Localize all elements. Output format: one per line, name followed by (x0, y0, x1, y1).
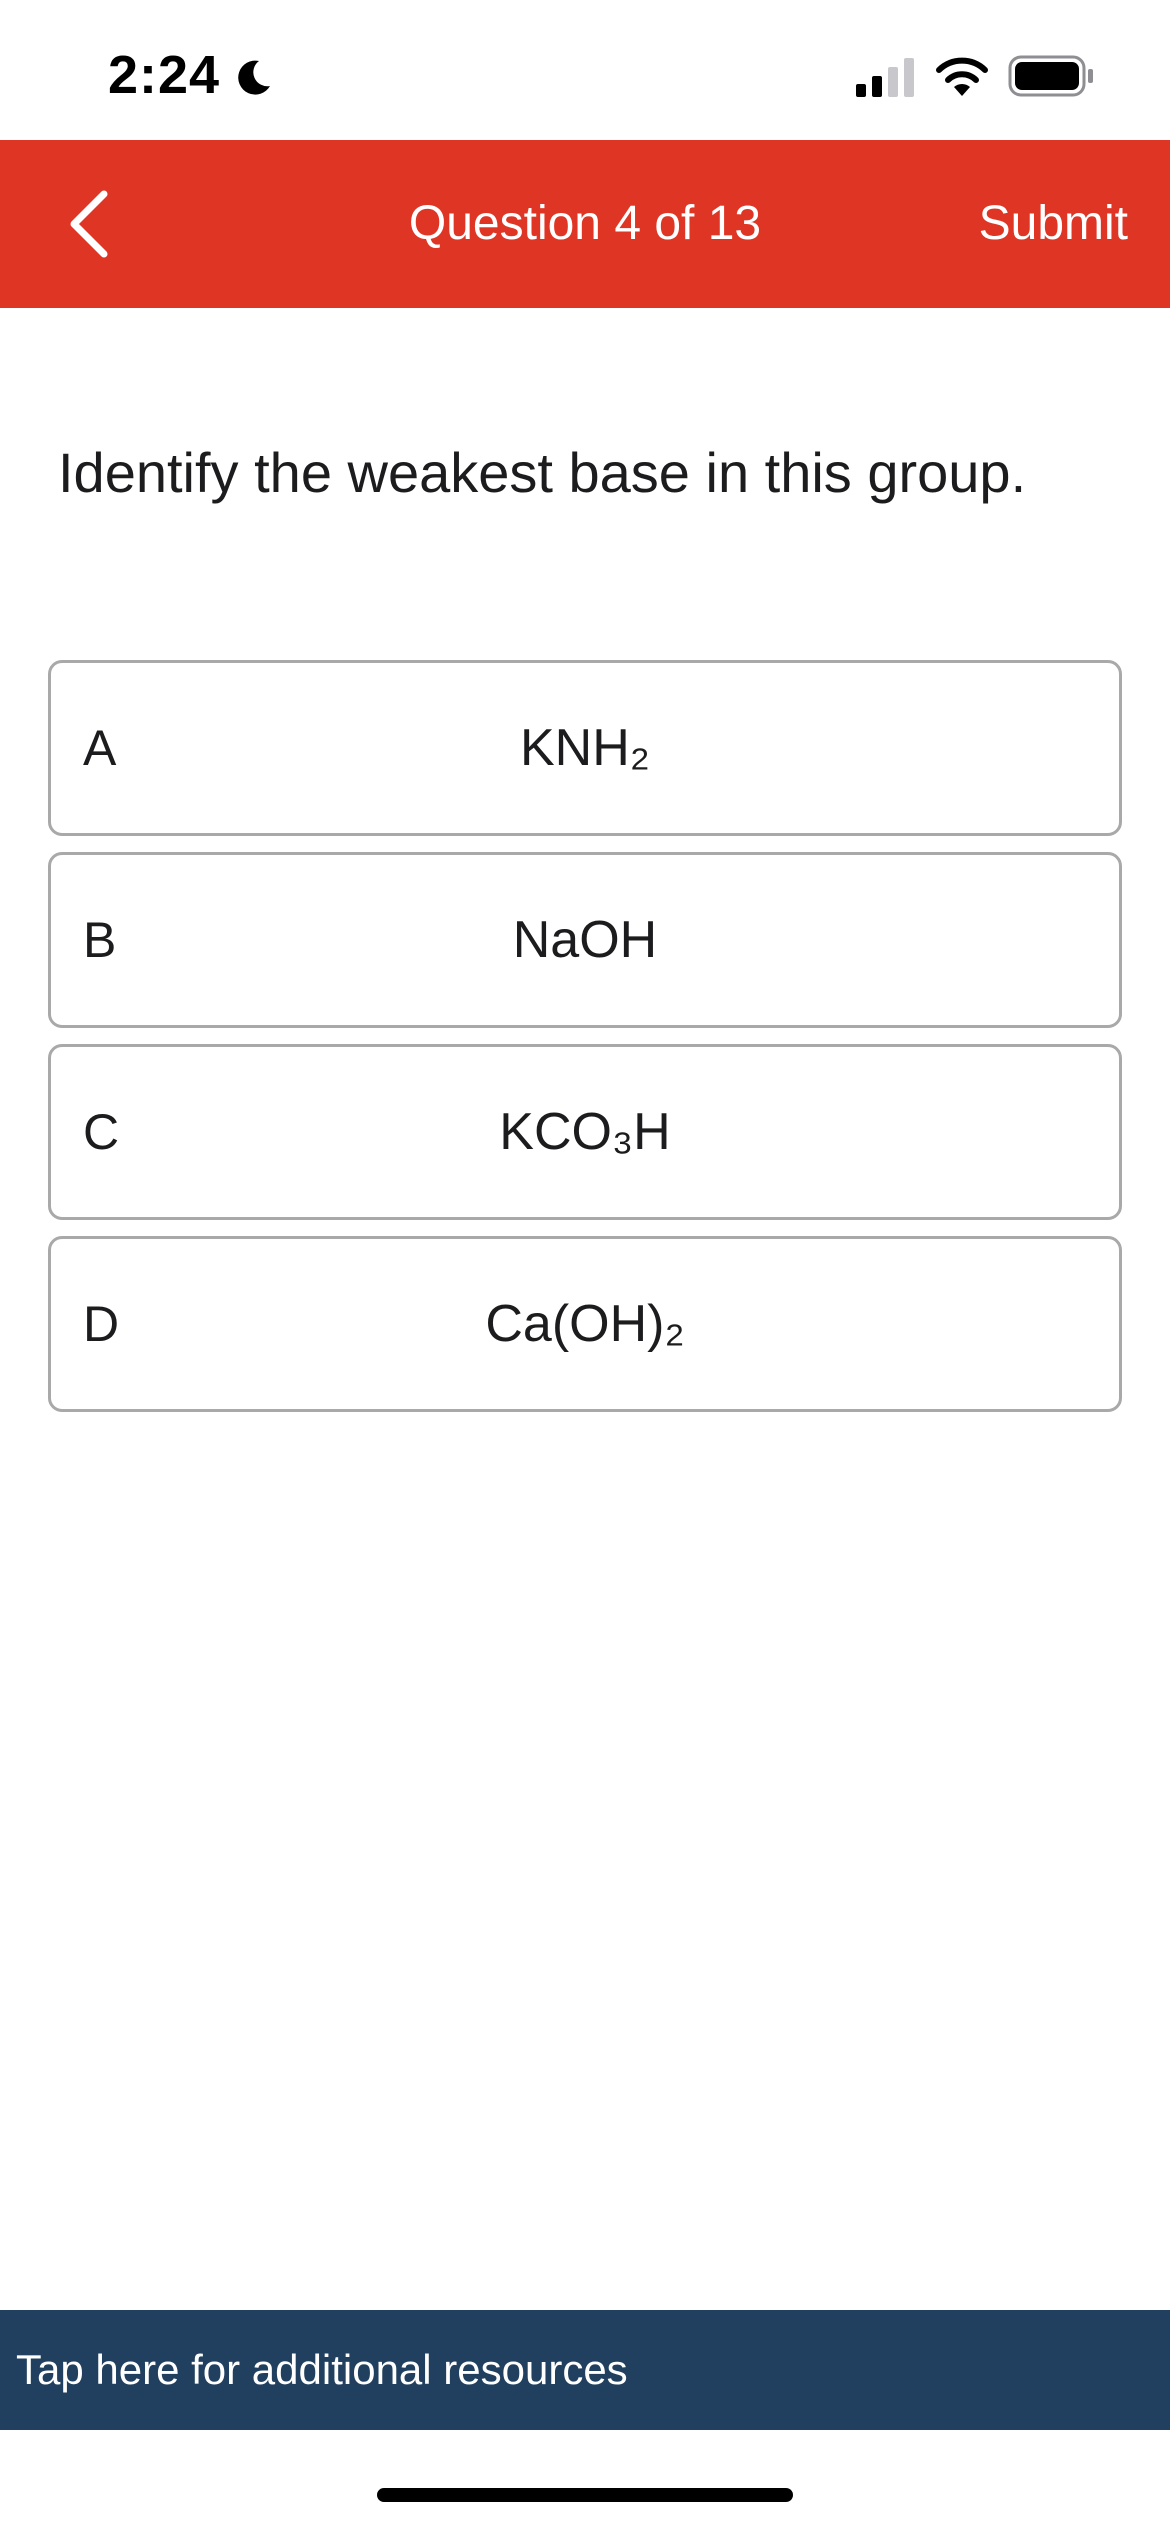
home-indicator[interactable] (377, 2488, 793, 2502)
battery-icon (1008, 54, 1094, 98)
option-letter: A (83, 720, 117, 776)
status-time: 2:24 (108, 45, 221, 105)
option-letter: B (83, 912, 117, 968)
status-bar (0, 0, 1170, 140)
option-a[interactable] (48, 660, 1122, 836)
option-text: NaOH (512, 911, 658, 969)
option-text: KNH₂ (520, 719, 650, 777)
answer-options (48, 660, 1122, 1428)
additional-resources-button[interactable] (0, 2310, 1170, 2430)
option-text: KCO₃H (499, 1103, 671, 1161)
option-d[interactable] (48, 1236, 1122, 1412)
option-letter: C (83, 1104, 120, 1160)
submit-button[interactable]: Submit (978, 197, 1128, 250)
question-header (0, 140, 1170, 308)
cellular-signal-icon (856, 58, 918, 98)
chevron-left-icon[interactable] (52, 184, 132, 264)
wifi-icon (934, 56, 990, 98)
moon-icon (233, 58, 273, 98)
additional-resources-label: Tap here for additional resources (16, 2346, 628, 2393)
question-prompt: Identify the weakest base in this group. (58, 441, 1027, 504)
option-text: Ca(OH)₂ (485, 1295, 685, 1353)
option-letter: D (83, 1296, 120, 1352)
option-b[interactable] (48, 852, 1122, 1028)
question-counter: Question 4 of 13 (408, 197, 762, 250)
option-c[interactable] (48, 1044, 1122, 1220)
